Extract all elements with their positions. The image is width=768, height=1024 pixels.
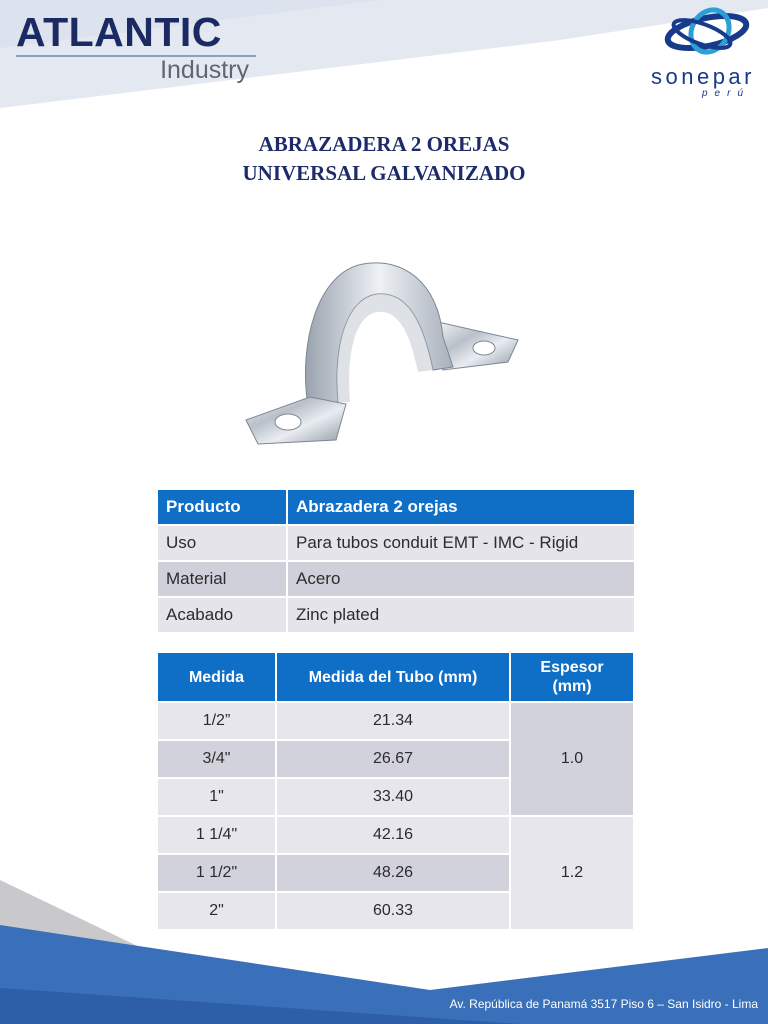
specs-label: Material [158,562,286,596]
specs-value: Abrazadera 2 orejas [288,490,634,524]
tubo-cell: 21.34 [277,703,509,739]
atlantic-industry-logo [16,10,261,83]
brand-sub: Industry [160,56,249,84]
footer-address: Av. República de Panamá 3517 Piso 6 – San Isidro - Lima [449,997,758,1011]
tubo-cell: 48.26 [277,855,509,891]
medida-cell: 1 1/2" [158,855,275,891]
tubo-cell: 60.33 [277,893,509,929]
header-medida-tubo: Medida del Tubo (mm) [277,653,509,701]
specs-row-acabado [158,598,634,632]
specs-table [156,488,636,634]
header-espesor-line2: (mm) [552,678,592,695]
medida-cell: 3/4" [158,741,275,777]
specs-value: Acero [288,562,634,596]
tubo-cell: 33.40 [277,779,509,815]
tubo-cell: 42.16 [277,817,509,853]
sonepar-country: perú [701,88,750,99]
tubo-cell: 26.67 [277,741,509,777]
sizes-table [156,651,635,931]
specs-row-material [158,562,634,596]
medida-cell: 1 1/4" [158,817,275,853]
table-row [158,817,633,853]
header-espesor-line1: Espesor [540,659,604,676]
specs-row-producto [158,490,634,524]
espesor-cell: 1.0 [511,703,633,815]
brand-name: ATLANTIC [16,9,222,55]
title-line-1: ABRAZADERA 2 OREJAS [258,132,510,156]
medida-cell: 2" [158,893,275,929]
specs-label: Uso [158,526,286,560]
header-medida: Medida [158,653,275,701]
sonepar-wordmark: sonepar [650,64,755,89]
specs-value: Zinc plated [288,598,634,632]
pipe-clamp-image [238,252,528,462]
specs-label: Producto [158,490,286,524]
medida-cell: 1/2” [158,703,275,739]
product-title [0,130,768,188]
specs-label: Acabado [158,598,286,632]
header-espesor [511,653,633,701]
sizes-header-row [158,653,633,701]
table-row [158,703,633,739]
specs-row-uso [158,526,634,560]
specs-value: Para tubos conduit EMT - IMC - Rigid [288,526,634,560]
sonepar-logo [600,4,760,104]
title-line-2: UNIVERSAL GALVANIZADO [242,161,526,185]
sonepar-globe-icon [662,4,752,60]
medida-cell: 1" [158,779,275,815]
espesor-cell: 1.2 [511,817,633,929]
